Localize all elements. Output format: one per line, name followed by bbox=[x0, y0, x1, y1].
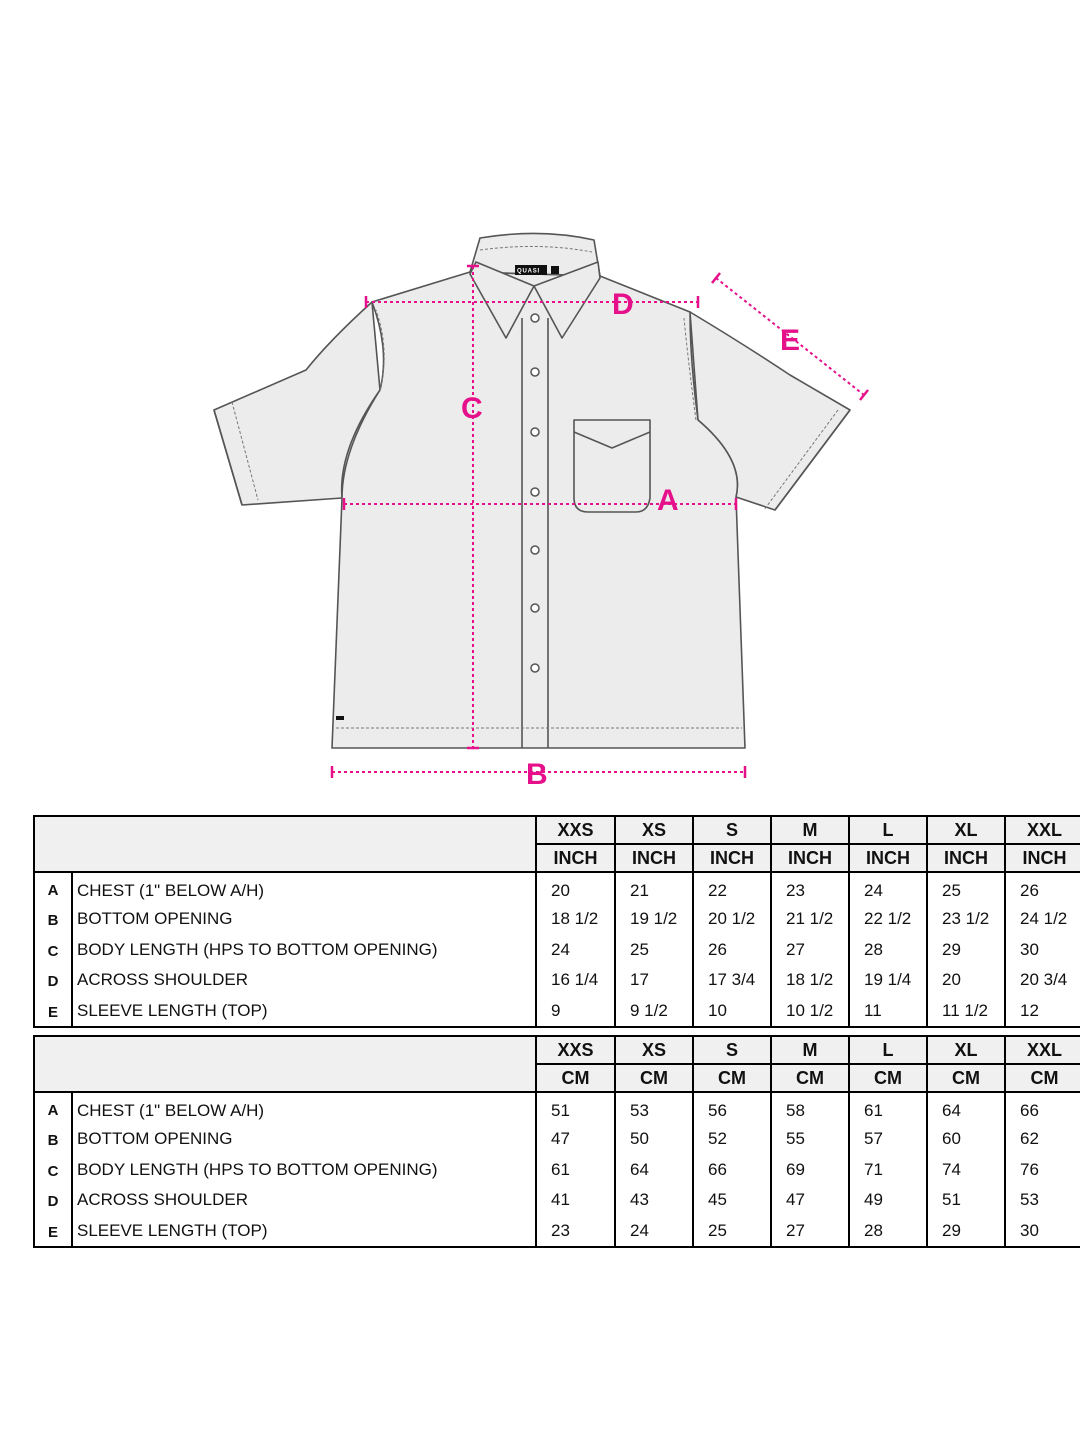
size-table-inch-body bbox=[34, 816, 1080, 1027]
measurement-value: 29 bbox=[927, 934, 1005, 965]
unit-header-cell: INCH bbox=[693, 844, 771, 872]
measurement-value: 41 bbox=[536, 1185, 615, 1216]
measurement-value: 23 bbox=[536, 1215, 615, 1247]
hem-tag bbox=[336, 716, 344, 720]
measurement-code: B bbox=[34, 1124, 72, 1155]
measurement-value: 61 bbox=[536, 1154, 615, 1185]
measurement-value: 27 bbox=[771, 934, 849, 965]
measurement-value: 55 bbox=[771, 1124, 849, 1155]
unit-header-cell: INCH bbox=[771, 844, 849, 872]
measurement-code: D bbox=[34, 965, 72, 996]
measurement-value: 60 bbox=[927, 1124, 1005, 1155]
measurement-value: 53 bbox=[615, 1092, 693, 1124]
measure-label-c: C bbox=[461, 392, 483, 425]
measurement-name: ACROSS SHOULDER bbox=[72, 1185, 536, 1216]
measurement-name: BODY LENGTH (HPS TO BOTTOM OPENING) bbox=[72, 1154, 536, 1185]
measurement-value: 22 bbox=[693, 872, 771, 904]
measurement-row bbox=[34, 1092, 1080, 1124]
measurement-value: 19 1/4 bbox=[849, 965, 927, 996]
measurement-row bbox=[34, 1124, 1080, 1155]
measurement-value: 20 bbox=[927, 965, 1005, 996]
measurement-name: BODY LENGTH (HPS TO BOTTOM OPENING) bbox=[72, 934, 536, 965]
size-header-cell: S bbox=[693, 1036, 771, 1064]
measurement-value: 11 1/2 bbox=[927, 995, 1005, 1027]
size-table-inch bbox=[33, 815, 1080, 1028]
measurement-value: 64 bbox=[615, 1154, 693, 1185]
unit-header-cell: CM bbox=[615, 1064, 693, 1092]
measurement-name: BOTTOM OPENING bbox=[72, 904, 536, 935]
size-header-cell: S bbox=[693, 816, 771, 844]
unit-header-cell: INCH bbox=[615, 844, 693, 872]
measurement-name: CHEST (1" BELOW A/H) bbox=[72, 872, 536, 904]
size-header-row bbox=[34, 816, 1080, 844]
measurement-code: E bbox=[34, 1215, 72, 1247]
size-header-cell: XXL bbox=[1005, 816, 1080, 844]
measurement-value: 19 1/2 bbox=[615, 904, 693, 935]
measurement-value: 12 bbox=[1020, 1000, 1039, 1020]
size-header-cell: XXL bbox=[1005, 1036, 1080, 1064]
measurement-value: 69 bbox=[771, 1154, 849, 1185]
measurement-value: 21 1/2 bbox=[771, 904, 849, 935]
measurement-value: 30 bbox=[1020, 939, 1039, 959]
measurement-value: 24 bbox=[849, 872, 927, 904]
size-header-cell: M bbox=[771, 1036, 849, 1064]
unit-header-cell: CM bbox=[849, 1064, 927, 1092]
measurement-value: 57 bbox=[849, 1124, 927, 1155]
measurement-value: 52 bbox=[693, 1124, 771, 1155]
measurement-value: 16 1/4 bbox=[536, 965, 615, 996]
measurement-value: 24 1/2 bbox=[1020, 909, 1068, 929]
unit-header-cell: INCH bbox=[536, 844, 615, 872]
measurement-value: 66 bbox=[693, 1154, 771, 1185]
measurement-row bbox=[34, 1215, 1080, 1247]
measurement-value: 23 bbox=[771, 872, 849, 904]
measurement-name: BOTTOM OPENING bbox=[72, 1124, 536, 1155]
measurement-value: 29 bbox=[927, 1215, 1005, 1247]
shirt-body bbox=[332, 272, 745, 748]
measurement-value: 27 bbox=[771, 1215, 849, 1247]
measurement-value: 62 bbox=[1020, 1129, 1039, 1149]
unit-header-cell: CM bbox=[771, 1064, 849, 1092]
measurement-value: 20 bbox=[536, 872, 615, 904]
size-header-cell: XXS bbox=[536, 1036, 615, 1064]
measurement-value: 23 1/2 bbox=[927, 904, 1005, 935]
measurement-value: 20 3/4 bbox=[1020, 970, 1068, 990]
size-header-row bbox=[34, 1036, 1080, 1064]
table-corner-cell bbox=[34, 816, 536, 872]
measurement-row bbox=[34, 934, 1080, 965]
measurement-value: 9 1/2 bbox=[615, 995, 693, 1027]
size-table-cm bbox=[33, 1035, 1080, 1248]
measurement-value: 24 bbox=[536, 934, 615, 965]
chest-pocket bbox=[574, 420, 650, 512]
unit-header-cell: CM bbox=[927, 1064, 1005, 1092]
measurement-row bbox=[34, 1154, 1080, 1185]
measurement-value: 71 bbox=[849, 1154, 927, 1185]
measurement-value: 43 bbox=[615, 1185, 693, 1216]
measurement-value: 21 bbox=[615, 872, 693, 904]
measurement-value: 47 bbox=[536, 1124, 615, 1155]
measurement-value: 25 bbox=[927, 872, 1005, 904]
measurement-row bbox=[34, 1185, 1080, 1216]
measurement-value: 61 bbox=[849, 1092, 927, 1124]
measurement-value: 9 bbox=[536, 995, 615, 1027]
measurement-value: 22 1/2 bbox=[849, 904, 927, 935]
size-header-cell: XS bbox=[615, 816, 693, 844]
measurement-value: 50 bbox=[615, 1124, 693, 1155]
measurement-value: 25 bbox=[615, 934, 693, 965]
measurement-value: 53 bbox=[1020, 1190, 1039, 1210]
size-table-cm-body bbox=[34, 1036, 1080, 1247]
measurement-row bbox=[34, 965, 1080, 996]
measurement-value: 20 1/2 bbox=[693, 904, 771, 935]
measurement-name: CHEST (1" BELOW A/H) bbox=[72, 1092, 536, 1124]
unit-header-cell: CM bbox=[1005, 1064, 1080, 1092]
measurement-row bbox=[34, 995, 1080, 1027]
measurement-code: A bbox=[34, 1092, 72, 1124]
table-corner-cell bbox=[34, 1036, 536, 1092]
measurement-value: 45 bbox=[693, 1185, 771, 1216]
measurement-value: 26 bbox=[1020, 880, 1039, 900]
measure-label-d: D bbox=[612, 288, 634, 321]
measurement-value: 76 bbox=[1020, 1159, 1039, 1179]
measurement-value: 28 bbox=[849, 1215, 927, 1247]
measurement-value: 30 bbox=[1020, 1220, 1039, 1240]
unit-header-cell: INCH bbox=[849, 844, 927, 872]
size-header-cell: M bbox=[771, 816, 849, 844]
size-header-cell: XL bbox=[927, 1036, 1005, 1064]
measurement-code: E bbox=[34, 995, 72, 1027]
measurement-code: B bbox=[34, 904, 72, 935]
measure-label-b: B bbox=[526, 758, 548, 791]
size-tag bbox=[551, 266, 559, 274]
measurement-value: 28 bbox=[849, 934, 927, 965]
measurement-name: ACROSS SHOULDER bbox=[72, 965, 536, 996]
measurement-name: SLEEVE LENGTH (TOP) bbox=[72, 1215, 536, 1247]
measurement-value: 10 bbox=[693, 995, 771, 1027]
measurement-code: A bbox=[34, 872, 72, 904]
measurement-name: SLEEVE LENGTH (TOP) bbox=[72, 995, 536, 1027]
measurement-value: 10 1/2 bbox=[771, 995, 849, 1027]
brand-logo-text: QUASI bbox=[517, 268, 541, 275]
measurement-value: 66 bbox=[1020, 1100, 1039, 1120]
measurement-value: 17 bbox=[615, 965, 693, 996]
size-header-cell: XL bbox=[927, 816, 1005, 844]
measurement-value: 18 1/2 bbox=[771, 965, 849, 996]
measure-label-a: A bbox=[657, 484, 679, 517]
unit-header-cell: CM bbox=[536, 1064, 615, 1092]
measurement-value: 64 bbox=[927, 1092, 1005, 1124]
measurement-value: 58 bbox=[771, 1092, 849, 1124]
size-header-cell: XXS bbox=[536, 816, 615, 844]
measurement-value: 18 1/2 bbox=[536, 904, 615, 935]
measurement-value: 26 bbox=[693, 934, 771, 965]
measurement-value: 56 bbox=[693, 1092, 771, 1124]
measurement-value: 17 3/4 bbox=[693, 965, 771, 996]
measurement-row bbox=[34, 872, 1080, 904]
size-header-cell: L bbox=[849, 1036, 927, 1064]
size-header-cell: XS bbox=[615, 1036, 693, 1064]
measurement-row bbox=[34, 904, 1080, 935]
measurement-value: 24 bbox=[615, 1215, 693, 1247]
measure-label-e: E bbox=[780, 324, 801, 357]
measurement-value: 11 bbox=[849, 995, 927, 1027]
measurement-value: 51 bbox=[927, 1185, 1005, 1216]
unit-header-cell: INCH bbox=[927, 844, 1005, 872]
size-header-cell: L bbox=[849, 816, 927, 844]
measurement-value: 49 bbox=[849, 1185, 927, 1216]
unit-header-cell: CM bbox=[693, 1064, 771, 1092]
measurement-code: D bbox=[34, 1185, 72, 1216]
measurement-value: 74 bbox=[927, 1154, 1005, 1185]
measurement-value: 25 bbox=[693, 1215, 771, 1247]
measurement-code: C bbox=[34, 934, 72, 965]
unit-header-cell: INCH bbox=[1005, 844, 1080, 872]
measurement-value: 51 bbox=[536, 1092, 615, 1124]
measurement-code: C bbox=[34, 1154, 72, 1185]
measurement-value: 47 bbox=[771, 1185, 849, 1216]
